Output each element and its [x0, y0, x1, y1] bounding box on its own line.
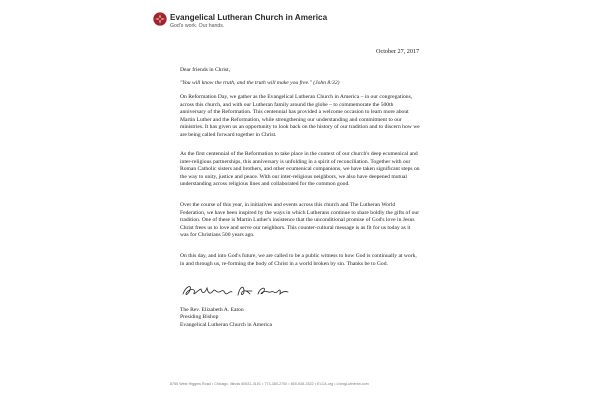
paragraph: On this day, and into God's future, we are called to be a public witness to how God is continually at work, in and through us, re-forming the body of Christ in a world broken by sin. Thanks be to God.	[180, 253, 417, 267]
handwritten-signature	[180, 280, 292, 302]
greeting: Dear friends in Christ,	[180, 67, 231, 73]
paragraph: On Reformation Day, we gather as the Evangelical Lutheran Church in America – in our congregations, across this church, and with our Lutheran family around the globe – to commemorate the 500th anniversary of the Reformation. This centennial has provided a welcome occasion to learn more about Martin Luther and the Reformation, while strengthening our understanding and commitment to our ministries. It has given us an opportunity to look back on the history of our tradition and to discern how we are being called forward together in Christ.	[180, 94, 420, 138]
paragraph: Over the course of this year, in initiatives and events across this church and The Lutheran World Federation, we have been inspired by the ways in which Lutherans continue to share boldly the gifts of our tradition. One of these is Martin Luther's insistence that the unconditional promise of God's love in Jesus Christ frees us to love and serve our neighbors. This counter-cultural message is as fit for us today as it was for Christians 500 years ago.	[180, 202, 420, 239]
paragraph: As the first centennial of the Reformation to take place in the context of our church's deep ecumenical and inter-religious partnerships, this anniversary is unfolding in a spirit of reconciliation. Together with our Roman Catholic sisters and brothers, and other ecumenical companions, we have taken significant steps on the way to unity, justice and peace. With our inter-religious neighbors, we also have deepened mutual understanding across religious lines and collaborated for the common good.	[180, 151, 420, 188]
scripture-verse: "You will know the truth, and the truth will make you free." (John 8:32)	[180, 80, 340, 86]
signer-title: Presiding Bishop	[180, 314, 219, 321]
elca-cross-logo-icon	[153, 12, 167, 26]
signer-organization: Evangelical Lutheran Church in America	[180, 321, 272, 328]
tagline: God's work. Our hands.	[170, 23, 225, 29]
letter-date: October 27, 2017	[376, 48, 420, 55]
signer-block	[180, 307, 272, 329]
signer-name: The Rev. Elizabeth A. Eaton	[180, 307, 244, 313]
footer-contact: 8765 West Higgins Road • Chicago, Illinois 60631-4101 • 773-380-2700 • 800-638-3522 • ELCA.org • LivingLutheran.com	[170, 382, 369, 386]
organization-name: Evangelical Lutheran Church in America	[170, 13, 328, 22]
